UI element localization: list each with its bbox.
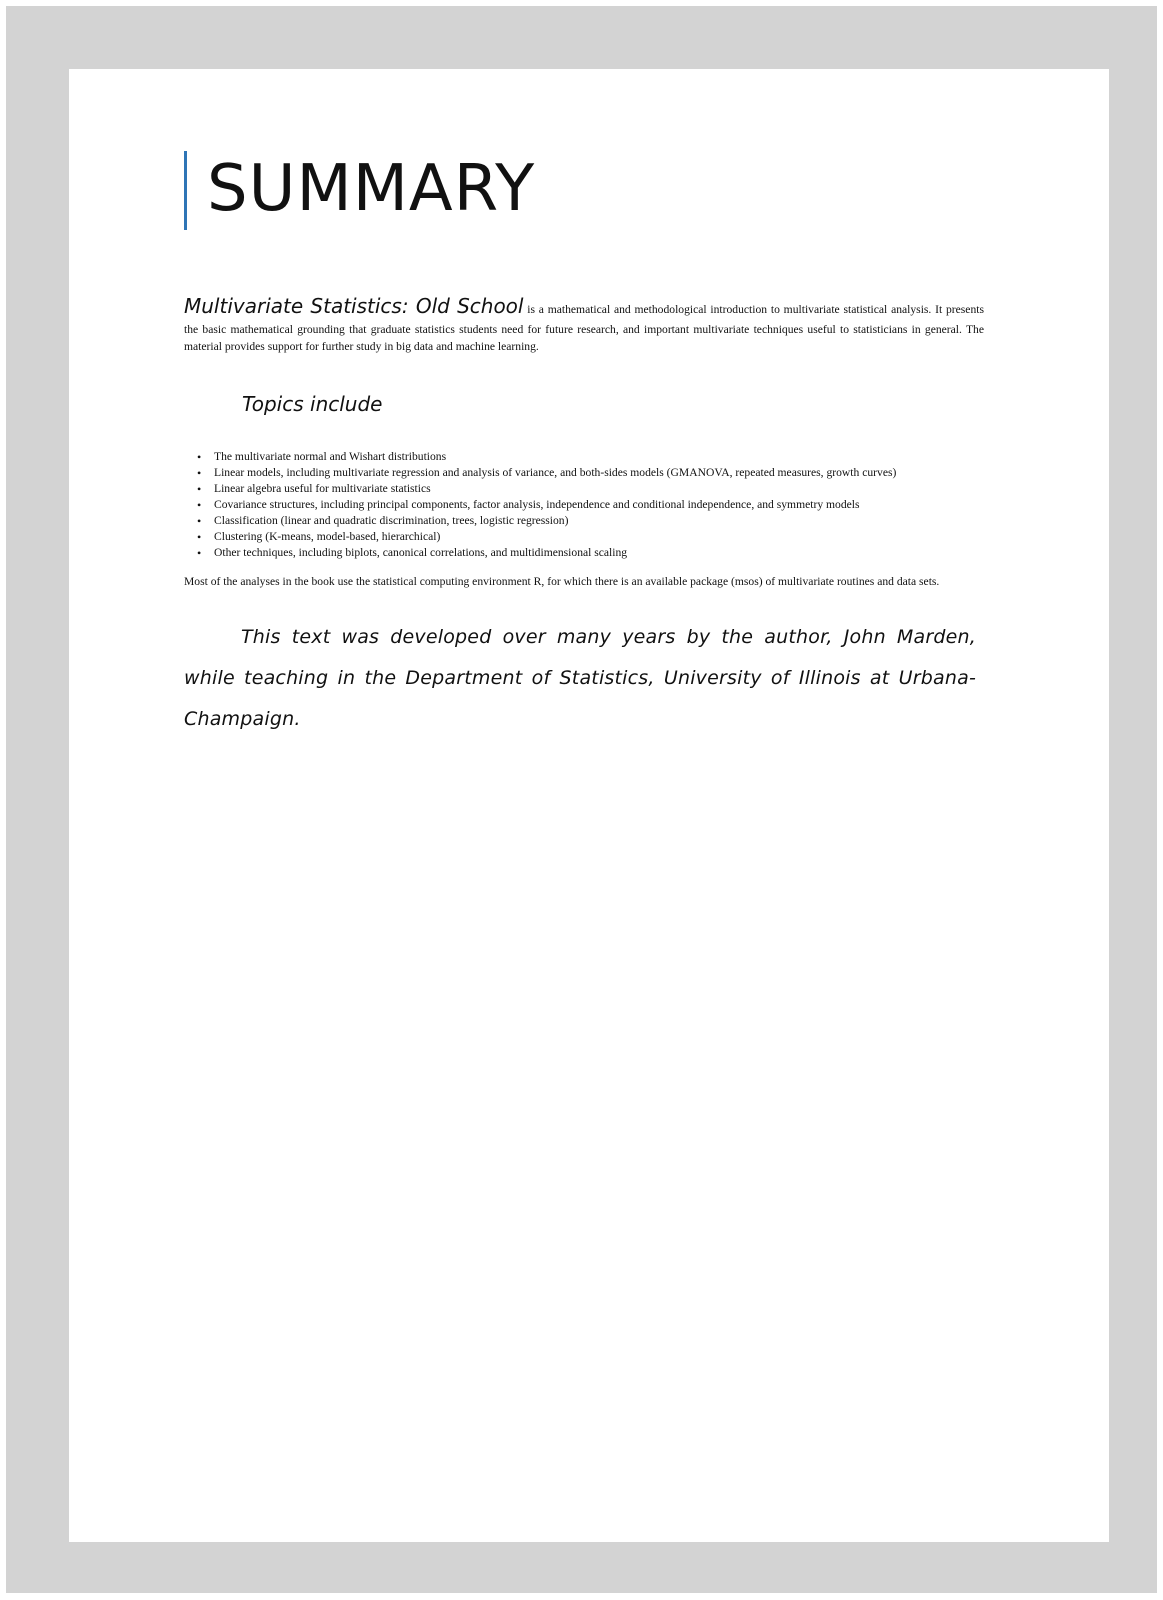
bullet-icon: • <box>197 514 202 528</box>
book-title: Multivariate Statistics: Old School <box>184 294 524 318</box>
bullet-icon: • <box>197 546 202 560</box>
page-title: SUMMARY <box>207 152 536 226</box>
list-item: • Other techniques, including biplots, canonical correlations, and multidimensional scaling <box>197 546 628 560</box>
document-page <box>69 69 1109 1542</box>
intro-paragraph <box>184 291 984 355</box>
list-item: • The multivariate normal and Wishart distributions <box>197 450 447 464</box>
r-software-note: Most of the analyses in the book use the statistical computing environment R, for which there is an available package (msos) of multivariate routines and data sets. <box>184 575 940 588</box>
title-accent-bar <box>184 151 187 230</box>
bullet-icon: • <box>197 450 202 464</box>
bullet-icon: • <box>197 482 202 496</box>
intro-text: is a mathematical and methodological introduction to multivariate statistical analysis. It presents the basic mathematical grounding that graduate statistics students need for future research, and important multivariate techniques useful to statisticians in general. The material provides support for further study in big data and machine learning. <box>184 303 984 353</box>
list-item: • Clustering (K-means, model-based, hierarchical) <box>197 530 441 544</box>
bullet-icon: • <box>197 466 202 480</box>
list-item: • Classification (linear and quadratic discrimination, trees, logistic regression) <box>197 514 569 528</box>
topics-heading: Topics include <box>242 392 383 416</box>
author-note: This text was developed over many years by the author, John Marden, while teaching in the Department of Statistics, University of Illinois at Urbana-Champaign. <box>184 626 976 730</box>
page-frame <box>6 6 1157 1593</box>
list-item: • Covariance structures, including principal components, factor analysis, independence and conditional independence, and symmetry models <box>197 498 860 512</box>
bullet-icon: • <box>197 498 202 512</box>
topics-list <box>197 449 897 561</box>
bullet-icon: • <box>197 530 202 544</box>
list-item: • Linear algebra useful for multivariate statistics <box>197 482 431 496</box>
list-item: • Linear models, including multivariate regression and analysis of variance, and both-sides models (GMANOVA, repeated measures, growth curves) <box>197 466 897 480</box>
